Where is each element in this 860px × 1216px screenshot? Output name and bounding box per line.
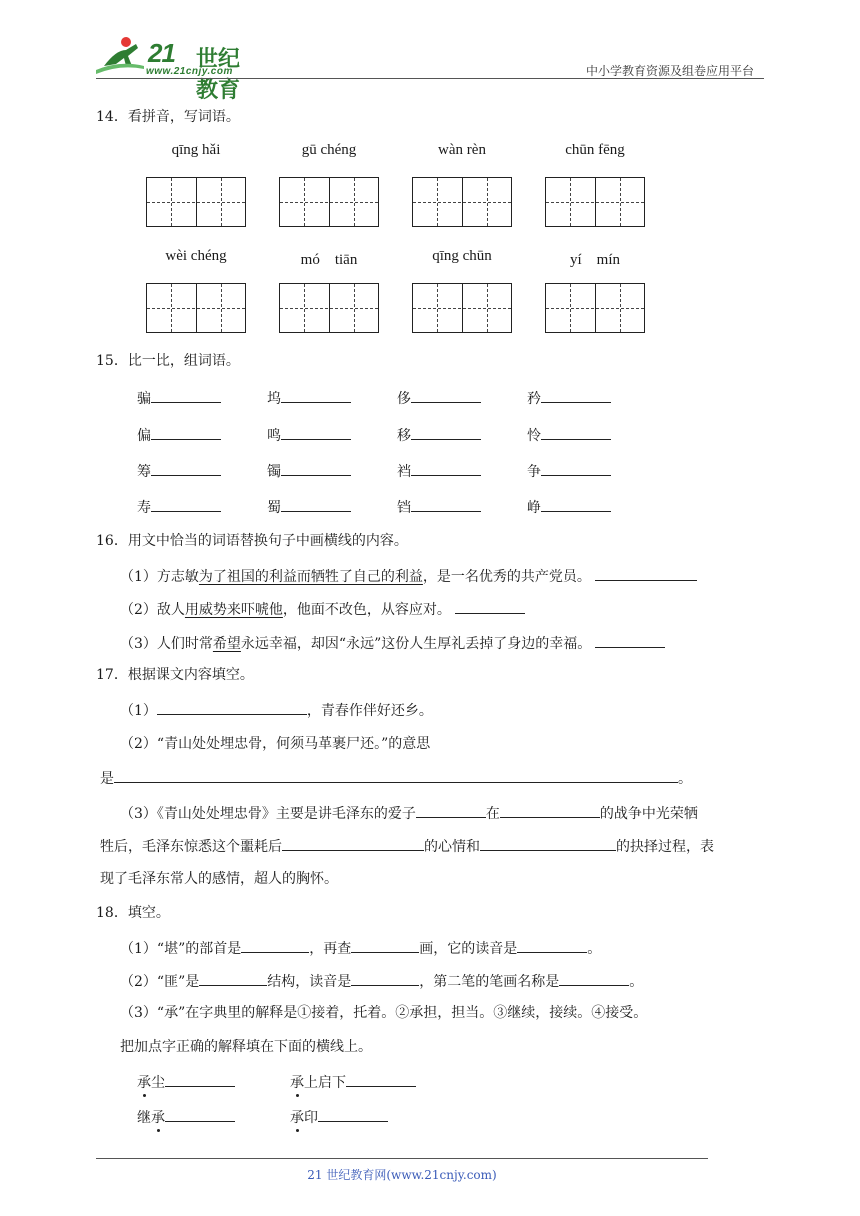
pinyin: gū chéng: [301, 142, 357, 158]
compare-item: [397, 386, 481, 408]
q15-title: 15．比一比，组词语。: [96, 353, 240, 369]
pinyin: wàn rèn: [438, 142, 486, 158]
pinyin: qīng hǎi: [171, 142, 221, 158]
answer-blank[interactable]: [281, 386, 351, 403]
q18-item-2: （2）“匪”是 结构，读音是 ，第二笔的笔画名称是 。: [120, 969, 643, 991]
compare-item: [397, 459, 481, 481]
q17-item-2a: （2）“青山处处埋忠骨，何须马革裹尸还。”的意思: [120, 736, 431, 752]
answer-blank[interactable]: [151, 386, 221, 403]
character: 寿: [137, 500, 151, 516]
underlined-phrase: 希望: [212, 636, 241, 652]
answer-blank[interactable]: [411, 459, 481, 476]
answer-blank[interactable]: [165, 1070, 235, 1087]
answer-blank[interactable]: [480, 834, 616, 851]
platform-name: 中小学教育资源及组卷应用平台: [585, 64, 754, 78]
character: 鸣: [267, 428, 281, 444]
compare-item: [137, 423, 221, 445]
pinyin: wèi chéng: [165, 248, 227, 264]
answer-blank[interactable]: [411, 423, 481, 440]
character: 争: [527, 464, 541, 480]
answer-blank[interactable]: [416, 801, 486, 818]
character: 移: [397, 428, 411, 444]
answer-blank[interactable]: [455, 597, 525, 614]
q18-title: 18．填空。: [96, 905, 170, 921]
q14-title: 14．看拼音，写词语。: [96, 109, 240, 125]
dotted-character: 承: [290, 1107, 304, 1127]
header-divider: [96, 78, 764, 79]
q17-item-2b: 是 。: [100, 766, 692, 788]
writing-grid[interactable]: [279, 177, 379, 227]
compare-item: [267, 495, 351, 517]
answer-blank[interactable]: [165, 1105, 235, 1122]
answer-blank[interactable]: [346, 1070, 416, 1087]
answer-blank[interactable]: [595, 564, 697, 581]
logo: [96, 36, 256, 103]
answer-blank[interactable]: [595, 631, 665, 648]
dotted-character: 承: [137, 1072, 151, 1092]
q18-instruction: 把加点字正确的解释填在下面的横线上。: [120, 1039, 372, 1055]
writing-grid[interactable]: [146, 283, 246, 333]
answer-blank[interactable]: [282, 834, 424, 851]
answer-blank[interactable]: [517, 936, 587, 953]
answer-blank[interactable]: [281, 495, 351, 512]
answer-blank[interactable]: [114, 766, 678, 783]
answer-blank[interactable]: [559, 969, 629, 986]
q18-item-1: （1）“堪”的部首是 ，再查 画，它的读音是 。: [120, 936, 601, 958]
answer-blank[interactable]: [241, 936, 309, 953]
footer-divider: [96, 1158, 708, 1159]
character: 裆: [397, 464, 411, 480]
answer-blank[interactable]: [500, 801, 600, 818]
compare-item: [267, 459, 351, 481]
underlined-phrase: 用威势来吓唬他: [184, 602, 283, 618]
answer-blank[interactable]: [351, 936, 419, 953]
writing-grid[interactable]: [545, 283, 645, 333]
answer-blank[interactable]: [318, 1105, 388, 1122]
compare-item: [137, 459, 221, 481]
answer-blank[interactable]: [541, 386, 611, 403]
underlined-phrase: 为了祖国的利益而牺牲了自己的利益: [198, 569, 423, 585]
answer-blank[interactable]: [281, 423, 351, 440]
compare-item: [527, 495, 611, 517]
character: 铛: [397, 500, 411, 516]
dotted-character: 承: [151, 1107, 165, 1127]
q17-item-1: （1） ，青春作伴好还乡。: [120, 698, 433, 720]
pinyin: chūn fēng: [565, 142, 625, 158]
q18-word-4: 承印: [290, 1105, 388, 1127]
dotted-character: 承: [290, 1072, 304, 1092]
character: 筹: [137, 464, 151, 480]
character: 蜀: [267, 500, 281, 516]
answer-blank[interactable]: [351, 969, 419, 986]
compare-item: [397, 423, 481, 445]
answer-blank[interactable]: [541, 423, 611, 440]
character: 矜: [527, 391, 541, 407]
pinyin: mó tiān: [300, 252, 358, 268]
q16-sentence-2: （2）敌人用威势来吓唬他，他面不改色，从容应对。: [120, 597, 525, 619]
q17-item-3c: 现了毛泽东常人的感情，超人的胸怀。: [100, 871, 338, 887]
q18-item-3: （3）“承”在字典里的解释是①接着，托着。②承担，担当。③继续，接续。④接受。: [120, 1005, 648, 1021]
writing-grid[interactable]: [412, 177, 512, 227]
compare-item: [267, 386, 351, 408]
character: 怜: [527, 428, 541, 444]
character: 坞: [267, 391, 281, 407]
character: 侈: [397, 391, 411, 407]
character: 峥: [527, 500, 541, 516]
q16-sentence-1: （1）方志敏为了祖国的利益而牺牲了自己的利益，是一名优秀的共产党员。: [120, 564, 697, 586]
compare-item: [397, 495, 481, 517]
compare-item: [527, 386, 611, 408]
writing-grid[interactable]: [146, 177, 246, 227]
answer-blank[interactable]: [157, 698, 307, 715]
compare-item: [267, 423, 351, 445]
writing-grid[interactable]: [412, 283, 512, 333]
writing-grid[interactable]: [279, 283, 379, 333]
answer-blank[interactable]: [541, 495, 611, 512]
pinyin: qīng chūn: [432, 248, 492, 264]
answer-blank[interactable]: [411, 386, 481, 403]
character: 骗: [137, 391, 151, 407]
q16-title: 16．用文中恰当的词语替换句子中画横线的内容。: [96, 533, 408, 549]
logo-text: 世纪教育: [196, 47, 241, 103]
footer-text: 21 世纪教育网(www.21cnjy.com): [307, 1168, 497, 1182]
character: 镯: [267, 464, 281, 480]
pinyin: yí mín: [569, 252, 620, 268]
runner-logo-icon: [96, 36, 144, 76]
compare-item: [137, 386, 221, 408]
q17-title: 17．根据课文内容填空。: [96, 667, 254, 683]
compare-item: [527, 423, 611, 445]
logo-url: www.21cnjy.com: [146, 66, 233, 77]
compare-item: [527, 459, 611, 481]
answer-blank[interactable]: [151, 459, 221, 476]
q18-word-3: 继承: [137, 1105, 235, 1127]
answer-blank[interactable]: [281, 459, 351, 476]
q18-word-1: 承尘: [137, 1070, 235, 1092]
answer-blank[interactable]: [151, 423, 221, 440]
q16-sentence-3: （3）人们时常希望永远幸福，却因“永远”这份人生厚礼丢掉了身边的幸福。: [120, 631, 665, 653]
answer-blank[interactable]: [411, 495, 481, 512]
q17-item-3a: （3）《青山处处埋忠骨》主要是讲毛泽东的爱子 在 的战争中光荣牺: [120, 801, 698, 823]
compare-item: [137, 495, 221, 517]
q18-word-2: 承上启下: [290, 1070, 416, 1092]
logo-number: 21: [148, 38, 175, 68]
answer-blank[interactable]: [541, 459, 611, 476]
q17-item-3b: 牲后，毛泽东惊悉这个噩耗后 的心情和 的抉择过程，表: [100, 834, 714, 856]
character: 偏: [137, 428, 151, 444]
answer-blank[interactable]: [151, 495, 221, 512]
answer-blank[interactable]: [199, 969, 267, 986]
writing-grid[interactable]: [545, 177, 645, 227]
